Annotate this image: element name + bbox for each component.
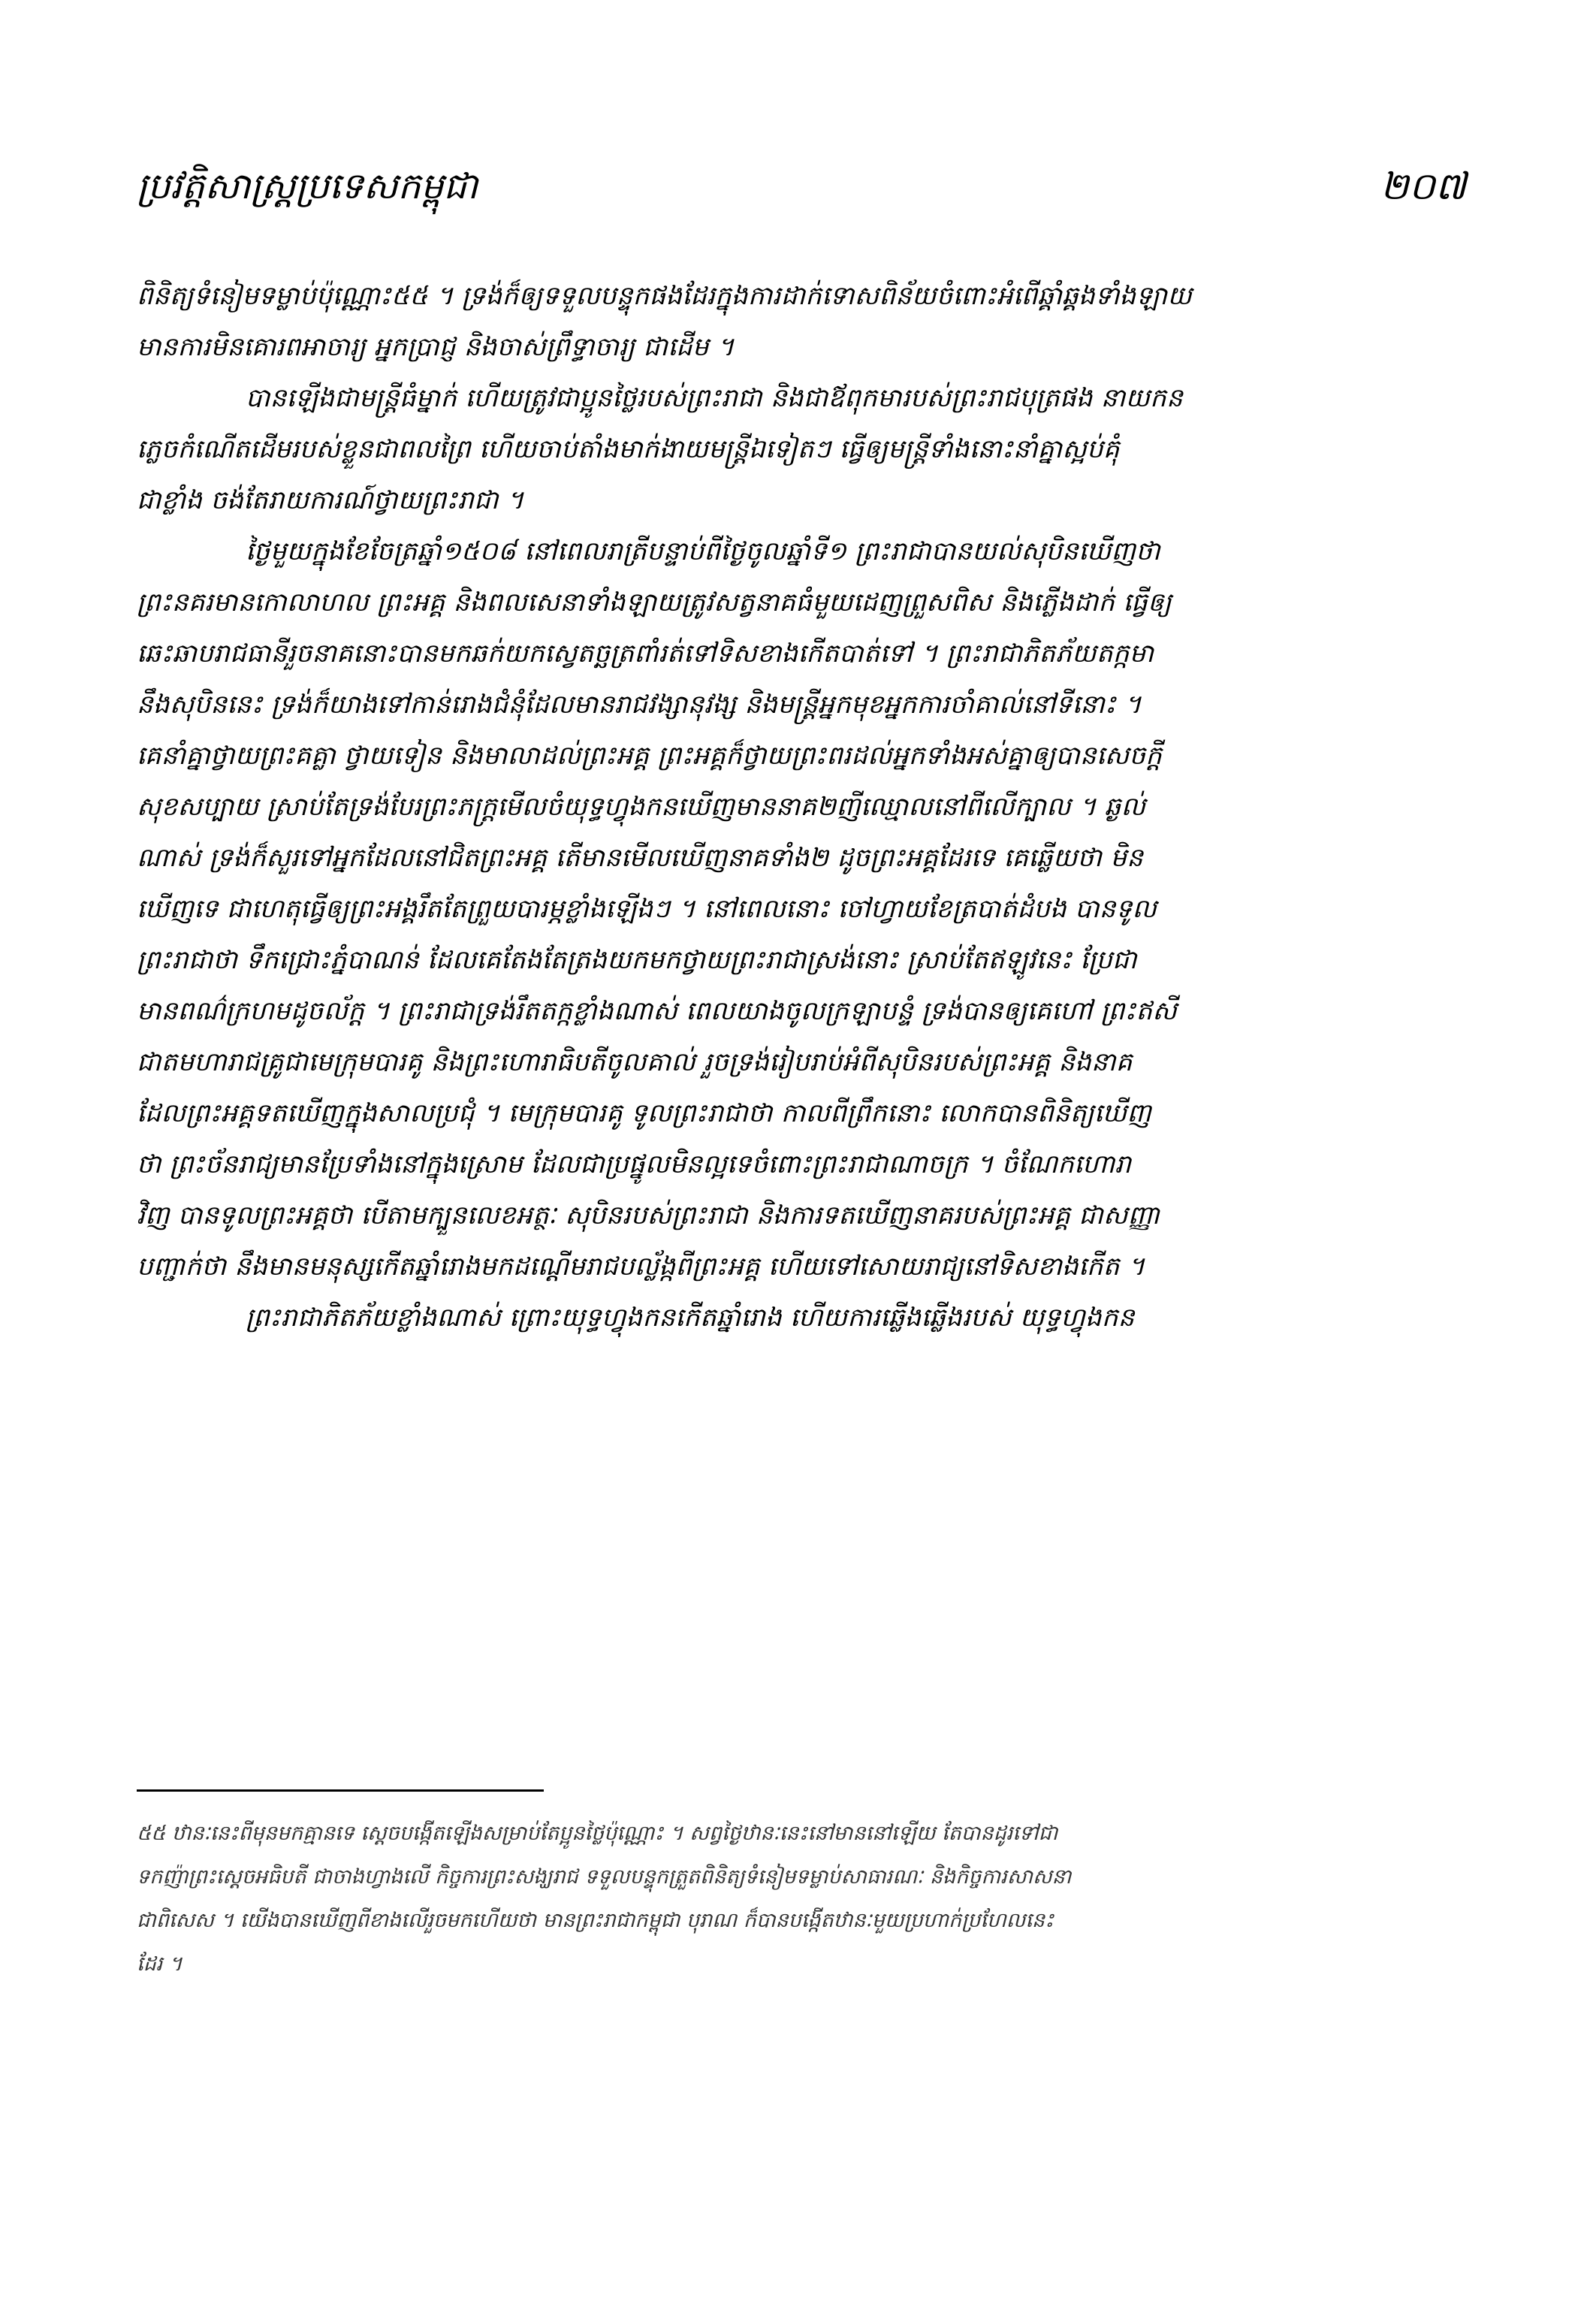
body-line: ព្រះនគរមានកោលាហល ព្រះអគ្គ និងពលសេនាទាំងឡាយត្រូវសត្វនាគធំមួយដេញព្រួសពិស និងភ្លើងដាក់ ធ្វើឲ្យ [137,587,1172,618]
body-line: មានពណ៌ក្រហមដូចល័ក្ត ។ ព្រះរាជាទ្រង់រឹតតក្កខ្លាំងណាស់ ពេលយាងចូលក្រឡាបន្ទំ ទ្រង់បានឲ្យគេហៅ ព្រះឥសី [137,996,1178,1026]
body-line: ព្រះរាជាថា ទឹកជ្រោះភ្នំបាណន់ ដែលគេតែងតែត្រងយកមកថ្វាយព្រះរាជាស្រង់នោះ ស្រាប់តែឥឡូវនេះ ប្រែជា [137,945,1137,975]
body-line: ថា ព្រះច័នរាជ្យមានប្រែទាំងនៅក្នុងស្រោម ដែលជាប្រផ្នូលមិនល្អទេចំពោះព្រះរាជាណាចក្រ ។ ចំណែកហោរា [137,1149,1132,1179]
footnote-line: ៥៥ ឋានៈនេះពីមុនមកគ្មានទេ ស្ដេចបង្កើតឡើងសម្រាប់តែប្អូនថ្លៃប៉ុណ្ណោះ ។ សព្វថ្ងៃឋានៈនេះនៅមាននៅឡើយ តែបានដូរទៅជា [137,1822,1058,1845]
body-line: គេនាំគ្នាថ្វាយព្រះគគ្លា ថ្វាយទៀន និងមាលាដល់ព្រះអគ្គ ព្រះអគ្គក៏ថ្វាយព្រះពរដល់អ្នកទាំងអស់គ្នាឲ្យបានសេចក្តី [137,741,1163,771]
footnote-line: ដែរ ។ [137,1952,183,1976]
footnote-divider [137,1789,544,1792]
body-line: ឆេះឆាបរាជធានីរួចនាគនោះបានមកឆក់យកស្វេតច្ឆត្រពាំរត់ទៅទិសខាងកើតបាត់ទៅ ។ ព្រះរាជាភិតភ័យតក្កមា [137,639,1154,669]
paragraph-first-line: ព្រះរាជាភិតភ័យខ្លាំងណាស់ ព្រោះយុទ្ធហ្វុងកនកើតឆ្នាំរោង ហើយការឆ្លើងឆ្លើងរបស់ យុទ្ធហ្វុងកន [246,1303,1135,1333]
body-line: ជាខ្លាំង ចង់តែរាយការណ៍ថ្វាយព្រះរាជា ។ [137,485,524,515]
body-line: ឃើញទេ ជាហេតុធ្វើឲ្យព្រះអង្គរឹតតែព្រួយបារម្ភខ្លាំងឡើងៗ ។ នៅពេលនោះ ចៅហ្វាយខែត្របាត់ដំបង បានទូល [137,894,1157,924]
body-line: ជាតមហារាជគ្រូជាមេក្រុមបារគូ និងព្រះហោរាធិបតីចូលគាល់ រួចទ្រង់រៀបរាប់អំពីសុបិនរបស់ព្រះអគ្គ និងនាគ [137,1047,1133,1077]
body-line: ពិនិត្យទំនៀមទម្លាប់ប៉ុណ្ណោះ៥៥ ។ ទ្រង់ក៏ឲ្យទទួលបន្ទុកផងដែរក្នុងការដាក់ទោសពិន័យចំពោះអំពើឆ្គាំឆ្គងទាំងឡាយ [137,281,1193,311]
body-line: នឹងសុបិននេះ ទ្រង់ក៏យាងទៅកាន់រោងជំនុំដែលមានរាជវង្សានុវង្ស និងមន្ត្រីអ្នកមុខអ្នកការចាំគាល់នៅទីនោះ ។ [137,690,1142,720]
page-number: ២០៧ [1380,165,1466,208]
running-header [137,156,1466,216]
body-line: បញ្ជាក់ថា នឹងមានមនុស្សកើតឆ្នាំរោងមកដណ្តើមរាជបល្ល័ង្កពីព្រះអគ្គ ហើយទៅសោយរាជ្យនៅទិសខាងកើត ។ [137,1252,1145,1282]
body-line: ណាស់ ទ្រង់ក៏សួរទៅអ្នកដែលនៅជិតព្រះអគ្គ តើមានមើលឃើញនាគទាំង២ ដូចព្រះអគ្គដែរទេ គេឆ្លើយថា មិន [137,843,1144,873]
body-line: ដែលព្រះអគ្គទតឃើញក្នុងសាលប្រជុំ ។ មេក្រុមបារគូ ទូលព្រះរាជាថា កាលពីព្រឹកនោះ លោកបានពិនិត្យឃើញ [137,1098,1152,1128]
footnotes [137,1812,1466,1986]
body-line: វិញ បានទូលព្រះអគ្គថា បើតាមក្បួនលេខអត្ថៈ សុបិនរបស់ព្រះរាជា និងការទតឃើញនាគរបស់ព្រះអគ្គ ជាសញ្ញា [137,1200,1160,1231]
footnote-line: ទកញ៉ាព្រះស្ដេចអធិបតី ជាចាងហ្វាងលើ កិច្ចការព្រះសង្ឃរាជ ទទួលបន្ទុកត្រួតពិនិត្យទំនៀមទម្លាប់សាធារណៈ និងកិច្ចការសាសនា [137,1865,1072,1889]
body-text [137,270,1466,1343]
paragraph-first-line: បានឡើងជាមន្ត្រីធំម្នាក់ ហើយត្រូវជាប្អូនថ្លៃរបស់ព្រះរាជា និងជាឪពុកមារបស់ព្រះរាជបុត្រផង នាយកន [246,383,1183,413]
book-title: ប្រវត្តិសាស្ត្រប្រទេសកម្ពុជា [137,165,478,207]
body-line: មានការមិនគោរពអាចារ្យ អ្នកប្រាជ្ញ និងចាស់ព្រឹទ្ធាចារ្យ ជាដើម ។ [137,332,735,362]
body-line: ភ្លេចកំណើតដើមរបស់ខ្លួនជាពលព្រៃ ហើយចាប់តាំងមាក់ងាយមន្ត្រីឯទៀតៗ ធ្វើឲ្យមន្ត្រីទាំងនោះនាំគ្នាស្អប់គុំ [137,434,1120,464]
body-line: សុខសប្បាយ ស្រាប់តែទ្រង់បែរព្រះភក្ត្រមើលចំយុទ្ធហ្វុងកនឃើញមាននាគ២ញីឈ្មោលនៅពីលើក្បាល ។ ឆ្ងល់ [137,792,1146,822]
paragraph-first-line: ថ្ងៃមួយក្នុងខែចែត្រឆ្នាំ១៥០៨ នៅពេលរាត្រីបន្ទាប់ពីថ្ងៃចូលឆ្នាំទី១ ព្រះរាជាបានយល់សុបិនឃើញថា [246,536,1160,566]
footnote-line: ជាពិសេស ។ យើងបានឃើញពីខាងលើរួចមកហើយថា មានព្រះរាជាកម្ពុជា បុរាណ ក៏បានបង្កើតឋានៈមួយប្រហាក់ប្រហែលនេះ [137,1909,1054,1932]
